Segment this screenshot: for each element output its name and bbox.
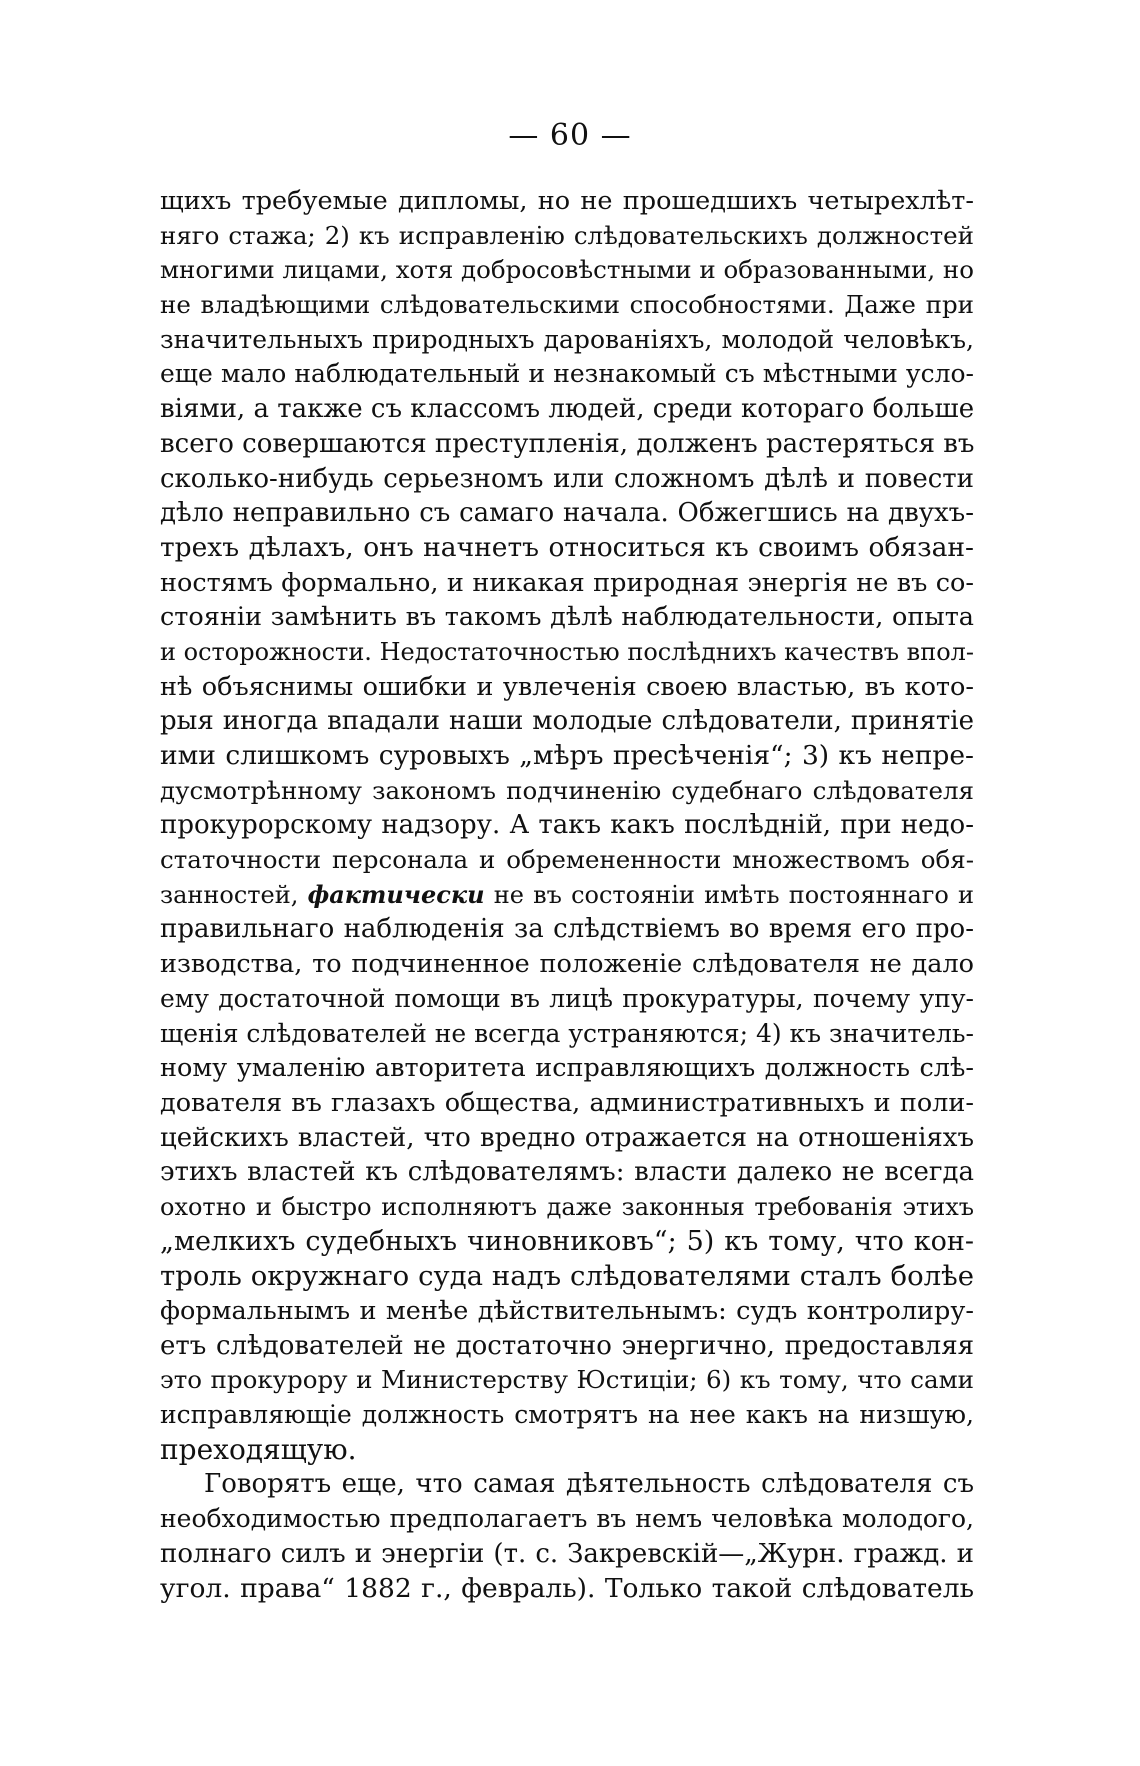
text-line: значительныхъ природныхъ дарованіяхъ, молодой человѣкъ, bbox=[160, 324, 974, 354]
page-number: — 60 — bbox=[508, 118, 632, 153]
text-line: охотно и быстро исполняютъ даже законныя требованія этихъ bbox=[160, 1192, 974, 1221]
text-line: это прокурору и Министерству Юстиціи; 6) къ тому, что сами bbox=[160, 1365, 974, 1395]
text-line: угол. права“ 1882 г., февраль). Только такой слѣдователь bbox=[160, 1572, 974, 1604]
text-line: многими лицами, хотя добросовѣстными и образованными, но bbox=[160, 255, 975, 285]
text-line: исправляющіе должность смотрятъ на нее какъ на низшую, bbox=[160, 1400, 974, 1430]
text-line: сколько-нибудь серьезномъ или сложномъ дѣлѣ и повести bbox=[160, 463, 974, 494]
text-line-with-emphasis bbox=[160, 878, 974, 913]
text-line: и осторожности. Недостаточностью послѣднихъ качествъ впол- bbox=[160, 637, 974, 666]
text-line: полнаго силъ и энергіи (т. с. Закревскій—„Журн. гражд. и bbox=[160, 1538, 974, 1569]
text-line: дѣло неправильно съ самаго начала. Обжегшись на двухъ- bbox=[160, 498, 974, 529]
text-line: трехъ дѣлахъ, онъ начнетъ относиться къ своимъ обязан- bbox=[160, 531, 974, 563]
text-segment: не въ состояніи имѣть постояннаго и bbox=[484, 880, 974, 909]
text-line: ностямъ формально, и никакая природная энергія не въ со- bbox=[160, 567, 974, 598]
text-line: щенія слѣдователей не всегда устраняются; 4) къ значитель- bbox=[160, 1018, 974, 1048]
text-line: дусмотрѣнному закономъ подчиненію судебнаго слѣдователя bbox=[160, 775, 974, 805]
text-line: этихъ властей къ слѣдователямъ: власти далеко не всегда bbox=[160, 1157, 974, 1188]
text-line: нѣ объяснимы ошибки и увлеченія своею властью, въ кото- bbox=[160, 671, 974, 702]
text-line: стояніи замѣнить въ такомъ дѣлѣ наблюдательности, опыта bbox=[160, 602, 974, 633]
body-text bbox=[160, 184, 974, 1606]
text-line: щихъ требуемые дипломы, но не прошедшихъ четырехлѣт- bbox=[160, 186, 974, 216]
text-line: дователя въ глазахъ общества, административныхъ и поли- bbox=[160, 1087, 974, 1118]
text-line: троль окружнаго суда надъ слѣдователями сталъ болѣе bbox=[160, 1260, 974, 1293]
text-line: прокурорскому надзору. А такъ какъ послѣдній, при недо- bbox=[160, 810, 974, 841]
text-line: Говорятъ еще, что самая дѣятельность слѣдователя съ bbox=[204, 1469, 974, 1500]
text-line: ному умаленію авторитета исправляющихъ должность слѣ- bbox=[160, 1053, 974, 1084]
text-line: преходящую. bbox=[160, 1432, 357, 1466]
text-line: необходимостью предполагаетъ въ немъ человѣка молодого, bbox=[160, 1504, 974, 1534]
text-line: формальнымъ и менѣе дѣйствительнымъ: судъ контролиру- bbox=[160, 1296, 974, 1326]
text-line: етъ слѣдователей не достаточно энергично, предоставляя bbox=[160, 1330, 974, 1361]
text-line: віями, а также съ классомъ людей, среди котораго больше bbox=[160, 394, 975, 425]
text-line: не владѣющими слѣдовательскими способностями. Даже при bbox=[160, 290, 974, 320]
text-line: ими слишкомъ суровыхъ „мѣръ пресѣченія“; 3) къ непре- bbox=[160, 740, 974, 771]
text-line: „мелкихъ судебныхъ чиновниковъ“; 5) къ тому, что кон- bbox=[160, 1225, 974, 1257]
text-line: статочности персонала и обремененности множествомъ обя- bbox=[160, 845, 974, 875]
emphasized-word: фактически bbox=[307, 879, 485, 909]
text-line: изводства, то подчиненное положеніе слѣдователя не дало bbox=[160, 949, 974, 980]
paragraph-2 bbox=[160, 1467, 974, 1606]
paragraph-1 bbox=[160, 184, 974, 1467]
text-line: правильнаго наблюденія за слѣдствіемъ во время его про- bbox=[160, 914, 974, 945]
text-line: еще мало наблюдательный и незнакомый съ мѣстными усло- bbox=[160, 359, 974, 389]
text-line: няго стажа; 2) къ исправленію слѣдовательскихъ должностей bbox=[160, 220, 974, 250]
text-line: ему достаточной помощи въ лицѣ прокуратуры, почему упу- bbox=[160, 983, 974, 1013]
text-line: всего совершаются преступленія, долженъ растеряться въ bbox=[160, 428, 975, 459]
text-segment: занностей, bbox=[160, 880, 308, 909]
text-line: рыя иногда впадали наши молодые слѣдователи, принятіе bbox=[160, 706, 974, 737]
text-line: цейскихъ властей, что вредно отражается на отношеніяхъ bbox=[160, 1122, 974, 1153]
